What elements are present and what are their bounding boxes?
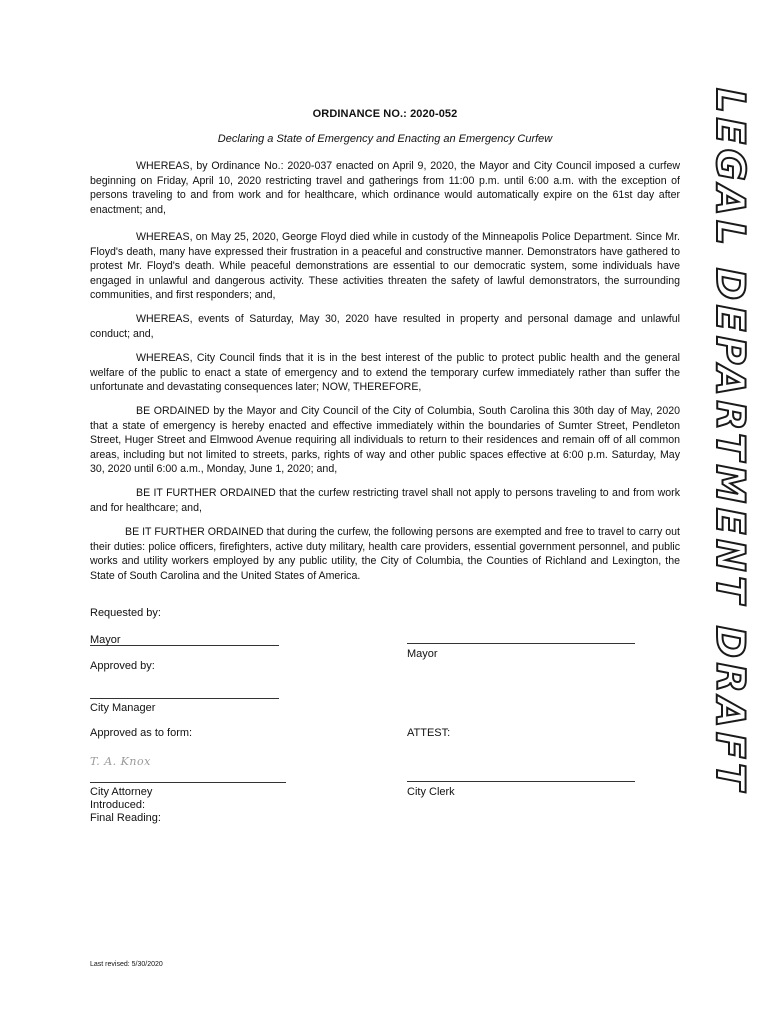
whereas-paragraph-3: WHEREAS, events of Saturday, May 30, 2020 have resulted in property and personal damage and unlawful conduct; and, <box>90 313 680 340</box>
requested-by-label: Requested by: <box>90 607 161 619</box>
introduced-label: Introduced: <box>90 799 146 811</box>
mayor-signature-label: Mayor <box>407 648 438 660</box>
city-manager-signature-line <box>90 698 279 699</box>
city-attorney-label: City Attorney <box>90 786 153 798</box>
further-ordained-paragraph-2: BE IT FURTHER ORDAINED that during the curfew, the following persons are exempted and free to travel to carry out their duties: police officers, firefighters, active duty military, health care providers, essential government personnel, and public works and utility workers employed by any public utility, the City of Columbia, the Counties of Richland and Lexington, the State of South Carolina and the United States of America. <box>90 526 680 582</box>
attest-label: ATTEST: <box>407 727 451 739</box>
requested-signature-line <box>90 645 279 646</box>
city-attorney-signature-line <box>90 782 286 783</box>
whereas-paragraph-2: WHEREAS, on May 25, 2020, George Floyd died while in custody of the Minneapolis Police Department. Since Mr. Floyd's death, many have expressed their frustration in a peaceful and constructive manner. Demonstrators have gathered to protest Mr. Floyd's death. While peaceful demonstrations are essential to our democratic system, some individuals have engaged in unlawful and dangerous activity. These activities threaten the safety of lawful demonstrators, the surrounding communities, and first responders; and, <box>90 231 680 301</box>
draft-watermark <box>708 88 756 920</box>
ordinance-title: ORDINANCE NO.: 2020-052 <box>312 108 458 120</box>
last-revised-footer: Last revised: 5/30/2020 <box>90 961 163 968</box>
whereas-paragraph-4: WHEREAS, City Council finds that it is in the best interest of the public to protect public health and the general welfare of the public to enact a state of emergency and to extend the temporary curfew immediately rather than suffer the unfortunate and devastating consequences later; NOW, THEREFORE, <box>90 352 680 393</box>
city-clerk-label: City Clerk <box>407 786 455 798</box>
further-ordained-paragraph-1: BE IT FURTHER ORDAINED that the curfew restricting travel shall not apply to persons traveling to and from work and for healthcare; and, <box>90 487 680 514</box>
mayor-requested-label: Mayor <box>90 634 121 646</box>
final-reading-label: Final Reading: <box>90 812 161 824</box>
attorney-signature: T. A. Knox <box>90 755 151 768</box>
city-clerk-signature-line <box>407 781 635 782</box>
watermark-text: LEGAL DEPARTMENT DRAFT <box>707 88 752 795</box>
ordained-paragraph: BE ORDAINED by the Mayor and City Council of the City of Columbia, South Carolina this 30th day of May, 2020 that a state of emergency is hereby enacted and effective immediately within the boundaries of Sumter Street, Pendleton Street, Huger Street and Elmwood Avenue requiring all individuals to return to their residences and remain off of all common areas, including but not limited to streets, parks, rights of way and other public spaces effective at 6:00 p.m. Saturday, May 30, 2020 until 6:00 a.m., Monday, June 1, 2020; and, <box>90 405 680 475</box>
whereas-paragraph-1: WHEREAS, by Ordinance No.: 2020-037 enacted on April 9, 2020, the Mayor and City Council imposed a curfew beginning on Friday, April 10, 2020 restricting travel and gatherings from 11:00 p.m. until 6:00 a.m. with the exception of persons traveling to and from work and for healthcare, which ordinance would automatically expire on the 61st day after enactment; and, <box>90 160 680 216</box>
ordinance-subtitle: Declaring a State of Emergency and Enacting an Emergency Curfew <box>217 133 553 145</box>
approved-by-label: Approved by: <box>90 660 155 672</box>
mayor-signature-line <box>407 643 635 644</box>
approved-as-to-form-label: Approved as to form: <box>90 727 193 739</box>
city-manager-label: City Manager <box>90 702 156 714</box>
